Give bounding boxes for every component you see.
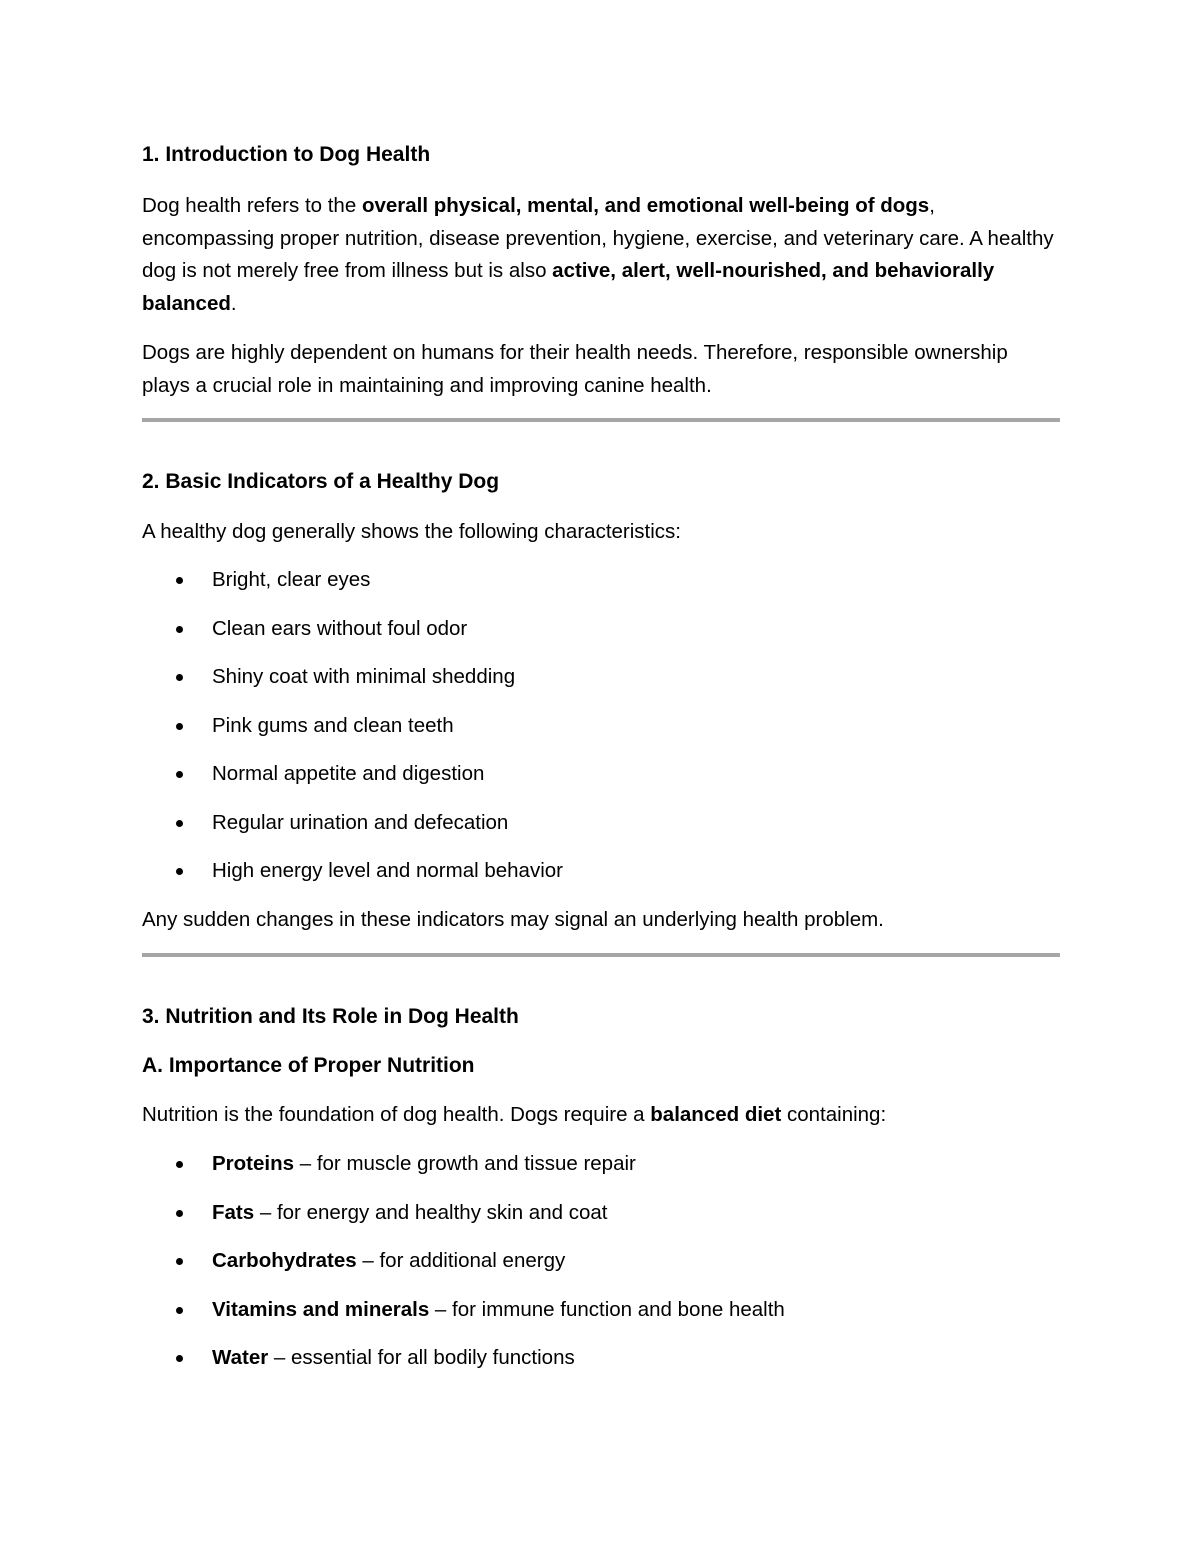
list-item bbox=[142, 857, 563, 906]
bullet-icon bbox=[176, 723, 183, 730]
list-item-text: Pink gums and clean teeth bbox=[212, 713, 454, 737]
section-3-intro bbox=[142, 1099, 1060, 1132]
section-1-heading: 1. Introduction to Dog Health bbox=[142, 143, 431, 166]
list-item-text: Regular urination and defecation bbox=[212, 810, 509, 834]
section-1-paragraph-1 bbox=[142, 190, 1060, 320]
paragraph-text: Nutrition is the foundation of dog health. Dogs require a bbox=[142, 1103, 651, 1126]
list-item bbox=[142, 1150, 785, 1199]
section-1-paragraph-2: Dogs are highly dependent on humans for their health needs. Therefore, responsible ownership plays a crucial role in maintaining and improving canine health. bbox=[142, 341, 1008, 397]
section-2-heading: 2. Basic Indicators of a Healthy Dog bbox=[142, 470, 500, 493]
bullet-icon bbox=[176, 1210, 183, 1217]
list-item-text: Bright, clear eyes bbox=[212, 568, 371, 591]
paragraph-bold-text: overall physical, mental, and emotional well-being of dogs bbox=[361, 194, 930, 217]
list-item bbox=[142, 1296, 785, 1345]
paragraph-text: containing: bbox=[781, 1103, 887, 1126]
list-item-text: Shiny coat with minimal shedding bbox=[212, 665, 516, 688]
list-item-text: – for additional energy bbox=[356, 1249, 566, 1272]
list-item bbox=[142, 1199, 785, 1248]
list-item bbox=[142, 712, 563, 761]
list-item-term: Proteins bbox=[212, 1152, 295, 1175]
list-item bbox=[142, 663, 563, 712]
bullet-icon bbox=[176, 1355, 183, 1362]
healthy-indicators-list bbox=[142, 566, 563, 906]
bullet-icon bbox=[176, 626, 183, 633]
list-item bbox=[142, 809, 563, 858]
list-item-term: Carbohydrates bbox=[212, 1249, 357, 1272]
nutrients-list bbox=[142, 1150, 785, 1393]
paragraph-bold-text: balanced diet bbox=[650, 1103, 782, 1126]
bullet-icon bbox=[176, 577, 183, 584]
bullet-icon bbox=[176, 771, 183, 778]
bullet-icon bbox=[176, 1161, 183, 1168]
list-item-text: Normal appetite and digestion bbox=[212, 762, 485, 785]
paragraph-text: Dog health refers to the bbox=[142, 194, 362, 217]
section-3-subheading: A. Importance of Proper Nutrition bbox=[142, 1054, 475, 1077]
list-item-text: – for muscle growth and tissue repair bbox=[294, 1152, 636, 1175]
list-item-text: High energy level and normal behavior bbox=[212, 859, 563, 882]
section-2-outro: Any sudden changes in these indicators may signal an underlying health problem. bbox=[142, 908, 884, 931]
list-item bbox=[142, 760, 563, 809]
bullet-icon bbox=[176, 868, 183, 875]
list-item-term: Water bbox=[212, 1346, 269, 1369]
list-item bbox=[142, 566, 563, 615]
list-item bbox=[142, 615, 563, 664]
paragraph-bold-text: active, alert, well-nourished, and behaviorally balanced bbox=[142, 259, 995, 315]
section-divider bbox=[142, 953, 1060, 957]
bullet-icon bbox=[176, 1258, 183, 1265]
section-2-intro: A healthy dog generally shows the following characteristics: bbox=[142, 520, 681, 543]
list-item bbox=[142, 1344, 785, 1393]
section-divider bbox=[142, 418, 1060, 422]
list-item-term: Vitamins and minerals bbox=[212, 1297, 430, 1321]
list-item-text: – for energy and healthy skin and coat bbox=[254, 1200, 608, 1224]
bullet-icon bbox=[176, 820, 183, 827]
paragraph-text: . bbox=[230, 291, 237, 315]
list-item-term: Fats bbox=[212, 1200, 255, 1224]
paragraph-text: , encompassing proper nutrition, disease prevention, hygiene, exercise, and veterinary care. A healthy dog is not merely free from illness but is also bbox=[142, 194, 1054, 282]
list-item bbox=[142, 1247, 785, 1296]
section-3-heading: 3. Nutrition and Its Role in Dog Health bbox=[142, 1005, 519, 1028]
bullet-icon bbox=[176, 1307, 183, 1314]
list-item-text: Clean ears without foul odor bbox=[212, 616, 468, 640]
list-item-text: – essential for all bodily functions bbox=[268, 1346, 575, 1369]
list-item-text: – for immune function and bone health bbox=[429, 1297, 785, 1321]
bullet-icon bbox=[176, 674, 183, 681]
